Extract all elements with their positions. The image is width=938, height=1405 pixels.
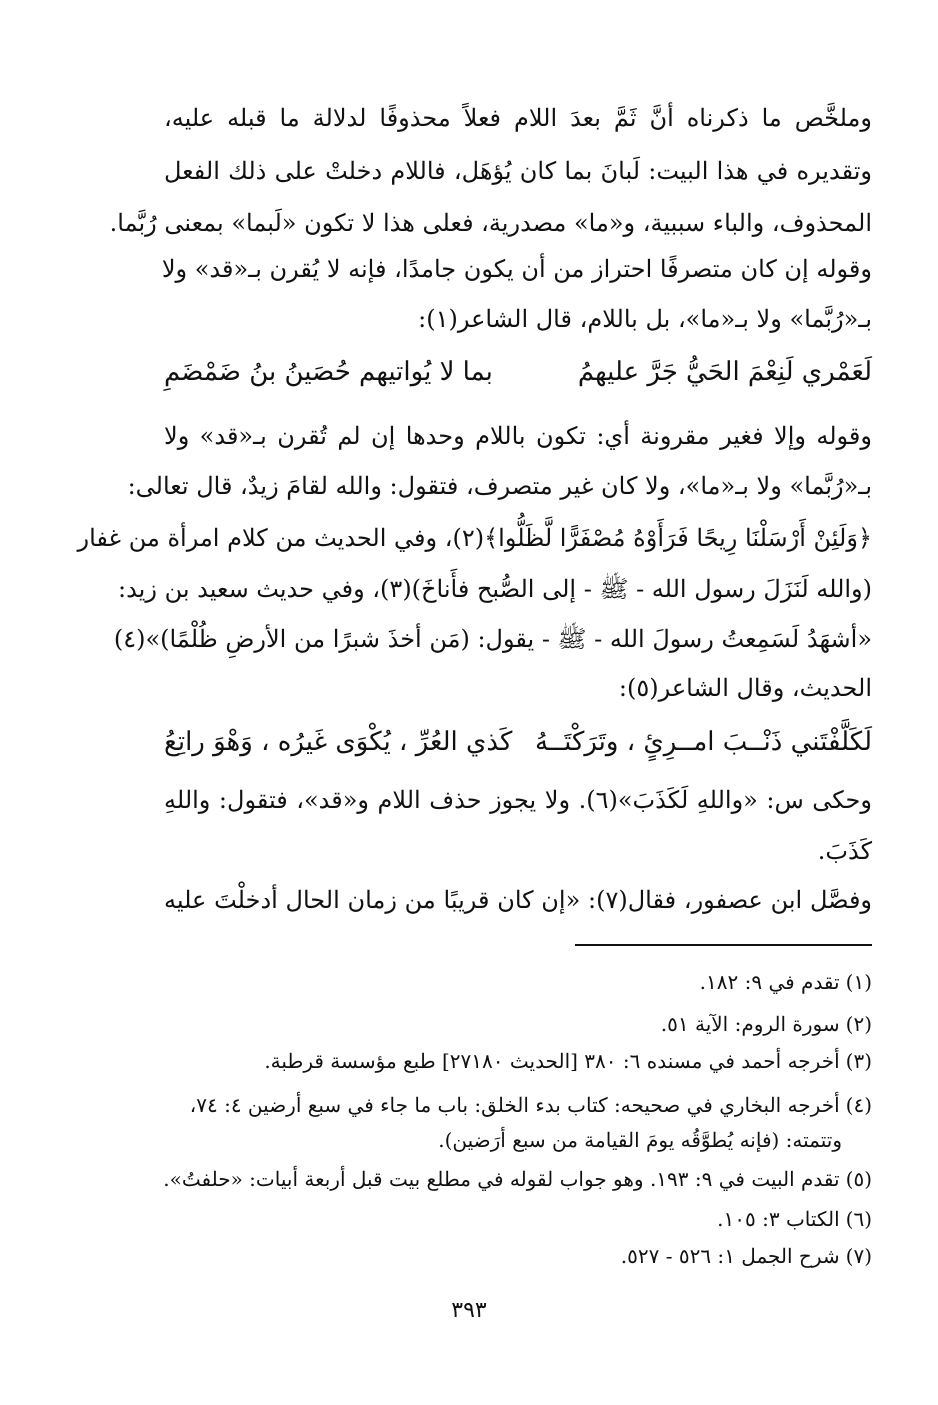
footnote-text: أخرجه البخاري في صحيحه: كتاب بدء الخلق: باب ما جاء في سبع أرضين ٤: ٧٤، [189, 1093, 840, 1117]
footnote-text: وتتمته: (فإنه يُطوَّقُه يومَ القيامة من سبع أرَضين). [438, 1128, 842, 1152]
footnote-4 [164, 1089, 872, 1121]
footnote-number: (١) [845, 970, 872, 994]
footnote-text: سورة الروم: الآية ٥١. [660, 1012, 840, 1036]
body-line-12: وحكى س: «واللهِ لَكَذَبَ»(٦). ولا يجوز حذف اللام و«قد»، فتقول: واللهِ [164, 786, 872, 814]
footnote-text: الكتاب ٣: ١٠٥. [717, 1207, 840, 1231]
body-line-4: وقوله إن كان متصرفًا احتراز من أن يكون جامدًا، فإنه لا يُقرن بـ«قد» ولا [161, 255, 872, 283]
footnote-1 [164, 966, 872, 998]
body-line-1: وملخَّص ما ذكرناه أنَّ ثَمَّ بعدَ اللام فعلاً محذوفًا لدلالة ما قبله عليه، [164, 104, 872, 132]
footnote-text: شرح الجمل ١: ٥٢٦ - ٥٢٧. [620, 1244, 840, 1268]
footnote-2 [164, 1008, 872, 1040]
body-line-11: الحديث، وقال الشاعر(٥): [618, 674, 872, 702]
body-line-9: (والله لَنَزَلَ رسول الله - ﷺ - إلى الصُّبح فأَناخَ)(٣)، وفي حديث سعيد بن زيد: [117, 575, 872, 603]
poetry-verse-2 [164, 720, 872, 764]
footnote-3 [164, 1045, 872, 1077]
body-line-5: بـ«رُبَّما» ولا بـ«ما»، بل باللام، قال الشاعر(١): [418, 305, 872, 333]
footnote-number: (٦) [845, 1207, 872, 1231]
footnote-7 [164, 1240, 872, 1272]
verse-2-second-hemistich: كَذي العُرِّ ، يُكْوَى غَيرُه ، وَهْوَ راتِعُ [164, 727, 513, 757]
body-line-6: وقوله وإلا فغير مقرونة أي: تكون باللام وحدها إن لم تُقرن بـ«قد» ولا [164, 422, 872, 450]
footnote-4-continuation [134, 1124, 842, 1156]
body-line-7: بـ«رُبَّما» ولا بـ«ما»، ولا كان غير متصرف، فتقول: والله لقامَ زيدٌ، قال تعالى: [127, 472, 872, 500]
footnote-text: أخرجه أحمد في مسنده ٦: ٣٨٠ [الحديث ٢٧١٨٠] طبع مؤسسة قرطبة. [264, 1049, 840, 1073]
verse-2-first-hemistich: لَكَلَّفْتَني ذَنْــبَ امــرِئٍ ، وتَرَكْتَــهُ [534, 727, 872, 757]
footnote-6 [164, 1203, 872, 1235]
footnote-number: (٧) [845, 1244, 872, 1268]
body-line-3: المحذوف، والباء سببية، و«ما» مصدرية، فعلى هذا لا تكون «لَبما» بمعنى رُبَّما. [109, 209, 872, 237]
verse-1-first-hemistich: لَعَمْري لَنِعْمَ الحَيُّ جَرَّ عليهمُ [577, 357, 872, 387]
body-line-14: وفصَّل ابن عصفور، فقال(٧): «إن كان قريبًا من زمان الحال أدخلْتَ عليه [164, 886, 873, 914]
footnote-number: (٥) [845, 1167, 872, 1191]
footnote-text: تقدم في ٩: ١٨٢. [699, 970, 840, 994]
body-line-10: «أشهَدُ لَسَمِعتُ رسولَ الله - ﷺ - يقول: (مَن أخذَ شبرًا من الأرضِ ظُلْمًا)»(٤) [113, 625, 872, 653]
body-line-13: كَذَبَ. [817, 837, 872, 865]
footnote-number: (٣) [845, 1049, 872, 1073]
footnote-number: (٢) [845, 1012, 872, 1036]
page-number: ٣٩٣ [451, 1298, 487, 1323]
footnote-number: (٤) [845, 1093, 872, 1117]
poetry-verse-1 [164, 350, 872, 394]
body-line-8: ﴿وَلَئِنْ أَرْسَلْنَا رِيحًا فَرَأَوْهُ مُصْفَرًّا لَّظَلُّوا﴾(٢)، وفي الحديث من كلام امرأة من غفار [77, 524, 872, 552]
body-line-2: وتقديره في هذا البيت: لَبانَ بما كان يُؤهَل، فاللام دخلتْ على ذلك الفعل [164, 157, 872, 185]
footnote-separator [575, 944, 872, 946]
footnote-5 [164, 1163, 872, 1195]
verse-1-second-hemistich: بما لا يُواتيهم حُصَينُ بنُ ضَمْضَمِ [164, 357, 493, 387]
footnote-text: تقدم البيت في ٩: ١٩٣. وهو جواب لقوله في مطلع بيت قبل أربعة أبيات: «حلفتُ». [163, 1167, 840, 1191]
